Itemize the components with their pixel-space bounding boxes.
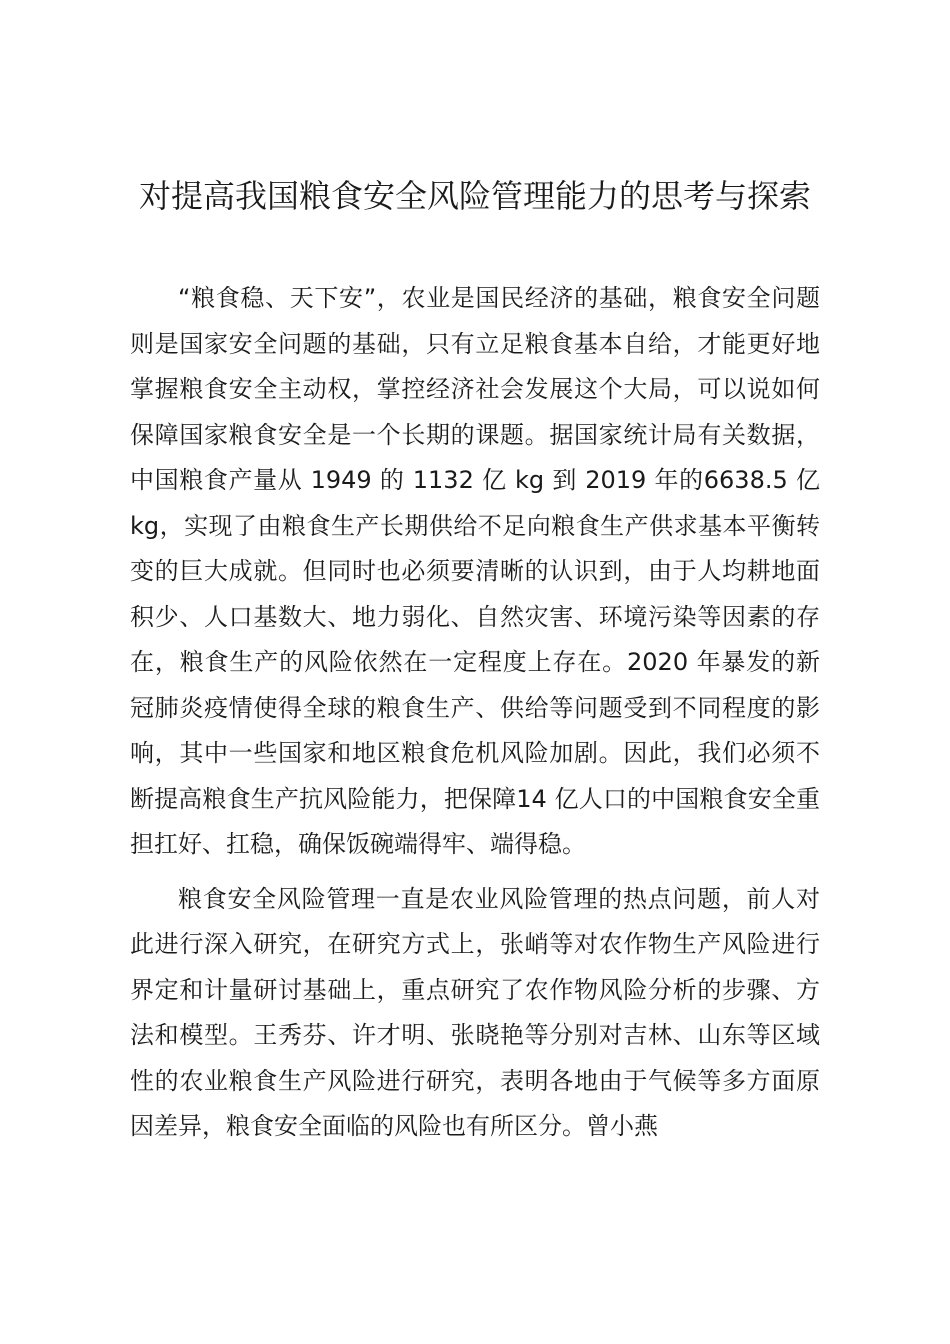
paragraph-1: “粮食稳、天下安”，农业是国民经济的基础，粮食安全问题则是国家安全问题的基础，只有立足粮食基本自给，才能更好地掌握粮食安全主动权，掌控经济社会发展这个大局，可以说如何保障国家粮食安全是一个长期的课题。据国家统计局有关数据，中国粮食产量从 1949 的 1132 亿 kg 到 2019 年的6638.5 亿 kg，实现了由粮食生产长期供给不足向粮食生产供求基本平衡转变的巨大成就。但同时也必须要清晰的认识到，由于人均耕地面积少、人口基数大、地力弱化、自然灾害、环境污染等因素的存在，粮食生产的风险依然在一定程度上存在。2020 年暴发的新冠肺炎疫情使得全球的粮食生产、供给等问题受到不同程度的影响，其中一些国家和地区粮食危机风险加剧。因此，我们必须不断提高粮食生产抗风险能力，把保障14 亿人口的中国粮食安全重担扛好、扛稳，确保饭碗端得牢、端得稳。 (130, 284, 820, 858)
document-body (130, 276, 820, 1150)
paragraph-2: 粮食安全风险管理一直是农业风险管理的热点问题，前人对此进行深入研究，在研究方式上，张峭等对农作物生产风险进行界定和计量研讨基础上，重点研究了农作物风险分析的步骤、方法和模型。王秀芬、许才明、张晓艳等分别对吉林、山东等区域性的农业粮食生产风险进行研究，表明各地由于气候等多方面原因差异，粮食安全面临的风险也有所区分。曾小燕 (130, 884, 820, 1140)
document-title: 对提高我国粮食安全风险管理能力的思考与探索 (138, 177, 811, 215)
